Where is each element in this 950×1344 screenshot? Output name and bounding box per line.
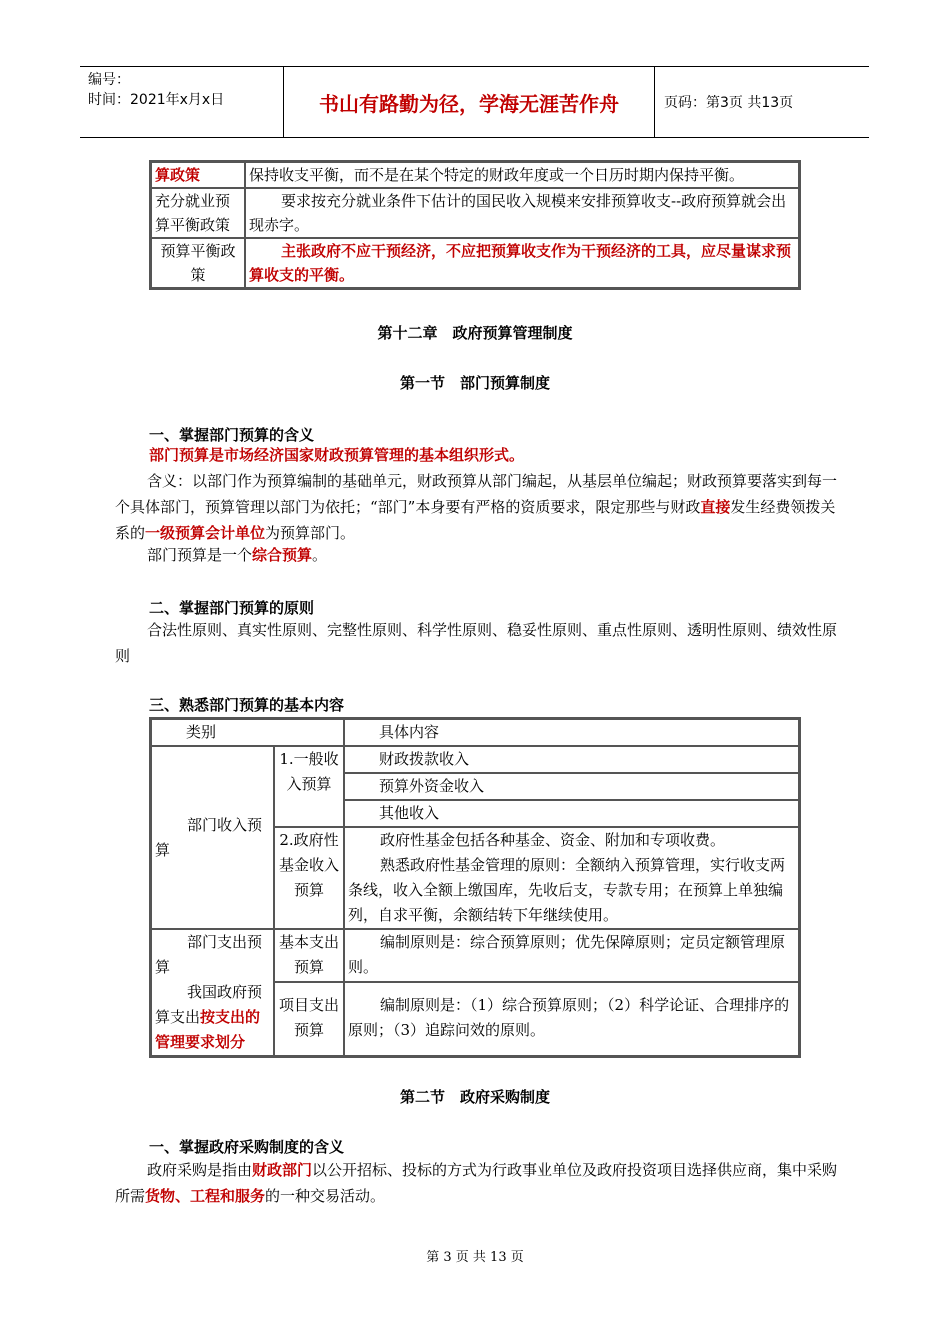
header-meta: [80, 67, 280, 137]
table-cell: 编制原则是：（1）综合预算原则；（2）科学论证、合理排序的原则；（3）追踪问效的原则。: [344, 982, 799, 1056]
highlight-text: 部门预算是市场经济国家财政预算管理的基本组织形式。: [149, 446, 525, 464]
highlight-text: 按支出的管理要求划分: [155, 1008, 261, 1051]
paragraph: [115, 1157, 845, 1209]
table-cell: 主张政府不应干预经济，不应把预算收支作为干预经济的工具，应尽量谋求预算收支的平衡。: [245, 238, 799, 288]
table-cell: 要求按充分就业条件下估计的国民收入规模来安排预算收支--政府预算就会出现赤字。: [245, 188, 799, 238]
table-cell: [151, 929, 274, 1056]
text: 政府采购是指由: [147, 1161, 253, 1179]
section-heading: 三、熟悉部门预算的基本内容: [149, 696, 345, 714]
table-row: [151, 746, 799, 773]
table-cell: 预算平衡政策: [151, 238, 245, 288]
date-label: 时间：2021年x月x日: [88, 92, 225, 108]
section-title: 第一节 部门预算制度: [399, 374, 550, 392]
table-cell: 2.政府性基金收入预算: [274, 827, 344, 929]
highlight-text: 财政部门: [252, 1161, 313, 1179]
table-header-cell: 具体内容: [344, 719, 799, 746]
table-cell: 1.一般收入预算: [274, 746, 344, 827]
table-header-cell: 类别: [151, 719, 344, 746]
table-cell: 充分就业预算平衡政策: [151, 188, 245, 238]
table-cell: 编制原则是：综合预算原则；优先保障原则；定员定额管理原则。: [344, 929, 799, 982]
chapter-title: 第十二章 政府预算管理制度: [377, 324, 573, 342]
department-budget-table: [149, 717, 801, 1058]
highlight-text: 直接: [700, 498, 731, 516]
budget-policy-table: [149, 160, 801, 290]
highlight-text: 货物、工程和服务: [145, 1187, 266, 1205]
page-footer: 第 3 页 共 13 页: [426, 1250, 524, 1265]
table-cell: 部门收入预算: [151, 746, 274, 929]
text: 以公开招标、投标的方式为行政事业单位及政府投资项目选择供应商，集中采购所需: [115, 1161, 838, 1205]
section-heading: 二、掌握部门预算的原则: [149, 599, 315, 617]
text: 政府性基金包括各种基金、资金、附加和专项收费。: [380, 831, 726, 849]
section-title: 第二节 政府采购制度: [399, 1088, 550, 1106]
table-cell: 其他收入: [344, 800, 799, 827]
paragraph: [115, 542, 845, 568]
table-cell: 财政拨款收入: [344, 746, 799, 773]
table-row: [151, 188, 799, 238]
table-cell: 预算外资金收入: [344, 773, 799, 800]
paragraph: 合法性原则、真实性原则、完整性原则、科学性原则、稳妥性原则、重点性原则、透明性原则、绩效性原则: [115, 621, 838, 665]
table-row: [151, 162, 799, 188]
table-row: [151, 719, 799, 746]
text: 含义：以部门作为预算编制的基础单元，财政预算从部门编起，从基层单位编起；财政预算要落实到每一个具体部门，预算管理以部门为依托；“部门”本身要有严格的资质要求，限定那些与财政: [115, 472, 838, 516]
table-cell: 算政策: [151, 162, 245, 188]
text: 发生经费领拨关系的: [115, 498, 836, 542]
number-label: 编号：: [88, 72, 130, 88]
text: 的一种交易活动。: [265, 1187, 386, 1205]
section-heading: 一、掌握政府采购制度的含义: [149, 1138, 345, 1156]
header-motto: 书山有路勤为径，学海无涯苦作舟: [283, 67, 655, 137]
text: [155, 980, 270, 1055]
table-cell: 保持收支平衡，而不是在某个特定的财政年度或一个日历时期内保持平衡。: [245, 162, 799, 188]
paragraph: [115, 468, 845, 546]
text: 部门预算是一个: [147, 546, 253, 564]
highlight-text: 综合预算: [252, 546, 313, 564]
table-cell: 项目支出预算: [274, 982, 344, 1056]
header-page-info: 页码：第3页 共13页: [664, 95, 794, 111]
text: 。: [312, 546, 328, 564]
table-cell: [344, 827, 799, 929]
table-cell: 基本支出预算: [274, 929, 344, 982]
table-row: [151, 238, 799, 288]
text: 部门支出预算: [155, 933, 263, 976]
text: 我国政府预算支出: [155, 983, 263, 1026]
highlight-text: 一级预算会计单位: [145, 524, 266, 542]
table-row: [151, 929, 799, 982]
text: 为预算部门。: [265, 524, 356, 542]
page-header: [80, 66, 869, 138]
highlight-line: [149, 442, 849, 468]
section-heading: 一、掌握部门预算的含义: [149, 426, 315, 444]
text: 熟悉政府性基金管理的原则：全额纳入预算管理，实行收支两条线，收入全额上缴国库，先收后支，专款专用；在预算上单独编列，自求平衡，余额结转下年继续使用。: [348, 856, 786, 924]
